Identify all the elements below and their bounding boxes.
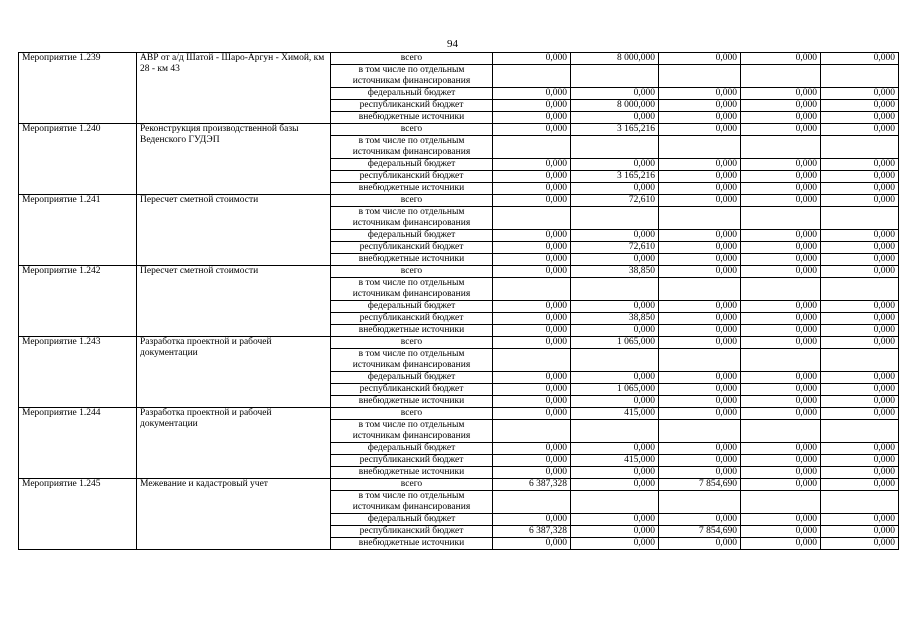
amount-cell [493,491,571,514]
measure-id: Мероприятие 1.241 [19,195,137,266]
funding-source: внебюджетные источники [331,396,493,408]
amount-cell: 0,000 [493,313,571,325]
amount-cell: 0,000 [659,171,741,183]
funding-source: внебюджетные источники [331,467,493,479]
measure-id: Мероприятие 1.240 [19,124,137,195]
amount-cell: 0,000 [741,266,821,278]
funding-source: федеральный бюджет [331,230,493,242]
amount-cell [493,136,571,159]
amount-cell: 1 065,000 [571,337,659,349]
amount-cell [493,207,571,230]
amount-cell: 0,000 [659,313,741,325]
amount-cell: 0,000 [659,455,741,467]
amount-cell [493,65,571,88]
funding-source: федеральный бюджет [331,159,493,171]
funding-source: федеральный бюджет [331,514,493,526]
amount-cell [741,349,821,372]
amount-cell: 0,000 [659,443,741,455]
amount-cell: 0,000 [659,100,741,112]
amount-cell: 0,000 [571,254,659,266]
amount-cell: 0,000 [659,242,741,254]
amount-cell: 0,000 [493,455,571,467]
amount-cell: 0,000 [741,171,821,183]
amount-cell [659,136,741,159]
amount-cell: 8 000,000 [571,100,659,112]
amount-cell: 0,000 [493,53,571,65]
funding-source: всего [331,479,493,491]
amount-cell: 0,000 [821,183,899,195]
amount-cell: 6 387,328 [493,479,571,491]
amount-cell: 0,000 [659,396,741,408]
amount-cell: 0,000 [659,301,741,313]
amount-cell [659,65,741,88]
amount-cell [821,207,899,230]
measure-row-total [19,195,899,207]
amount-cell: 0,000 [821,396,899,408]
amount-cell: 0,000 [821,313,899,325]
amount-cell: 38,850 [571,313,659,325]
funding-source: республиканский бюджет [331,242,493,254]
measure-row-total [19,124,899,136]
amount-cell: 0,000 [741,479,821,491]
measure-name: Реконструкция производственной базы Веденского ГУДЭП [137,124,331,195]
amount-cell [659,420,741,443]
amount-cell [821,491,899,514]
amount-cell: 1 065,000 [571,384,659,396]
amount-cell: 0,000 [571,159,659,171]
amount-cell: 0,000 [493,254,571,266]
amount-cell: 0,000 [821,325,899,337]
measure-row-total [19,337,899,349]
amount-cell: 0,000 [741,337,821,349]
funding-source: республиканский бюджет [331,526,493,538]
amount-cell [659,349,741,372]
amount-cell: 0,000 [741,538,821,550]
amount-cell: 8 000,000 [571,53,659,65]
amount-cell: 0,000 [821,479,899,491]
amount-cell: 0,000 [821,337,899,349]
amount-cell: 0,000 [571,467,659,479]
measure-row-total [19,408,899,420]
amount-cell [571,349,659,372]
amount-cell [659,491,741,514]
amount-cell [741,420,821,443]
amount-cell [659,207,741,230]
amount-cell: 0,000 [821,443,899,455]
amount-cell: 0,000 [741,467,821,479]
amount-cell: 0,000 [741,112,821,124]
amount-cell: 0,000 [493,124,571,136]
amount-cell: 0,000 [659,538,741,550]
amount-cell: 0,000 [493,159,571,171]
amount-cell [741,207,821,230]
amount-cell: 0,000 [659,112,741,124]
funding-source: в том числе по отдельным источникам финансирования [331,278,493,301]
amount-cell: 0,000 [821,408,899,420]
amount-cell: 0,000 [741,53,821,65]
funding-source: федеральный бюджет [331,88,493,100]
measure-id: Мероприятие 1.242 [19,266,137,337]
amount-cell: 0,000 [493,538,571,550]
amount-cell [571,136,659,159]
amount-cell: 0,000 [659,159,741,171]
amount-cell: 415,000 [571,455,659,467]
amount-cell [659,278,741,301]
amount-cell: 0,000 [821,242,899,254]
amount-cell: 0,000 [821,124,899,136]
funding-source: внебюджетные источники [331,254,493,266]
funding-source: республиканский бюджет [331,384,493,396]
funding-source: республиканский бюджет [331,455,493,467]
measure-row-total [19,479,899,491]
amount-cell [821,136,899,159]
amount-cell: 0,000 [659,325,741,337]
amount-cell: 0,000 [659,372,741,384]
amount-cell: 0,000 [571,230,659,242]
amount-cell [571,420,659,443]
amount-cell: 0,000 [821,195,899,207]
amount-cell: 0,000 [741,526,821,538]
amount-cell: 0,000 [659,183,741,195]
funding-source: в том числе по отдельным источникам финансирования [331,136,493,159]
amount-cell [571,65,659,88]
amount-cell: 0,000 [493,384,571,396]
amount-cell: 72,610 [571,242,659,254]
amount-cell: 0,000 [821,372,899,384]
amount-cell: 0,000 [741,183,821,195]
amount-cell: 0,000 [571,372,659,384]
amount-cell: 0,000 [571,526,659,538]
funding-source: в том числе по отдельным источникам финансирования [331,420,493,443]
amount-cell: 0,000 [659,467,741,479]
funding-source: всего [331,124,493,136]
amount-cell: 0,000 [821,514,899,526]
budget-table-body [19,53,899,550]
amount-cell: 0,000 [741,100,821,112]
amount-cell: 0,000 [659,514,741,526]
amount-cell: 0,000 [821,266,899,278]
amount-cell: 0,000 [493,408,571,420]
funding-source: в том числе по отдельным источникам финансирования [331,349,493,372]
amount-cell: 0,000 [571,396,659,408]
amount-cell [571,278,659,301]
amount-cell: 0,000 [659,384,741,396]
funding-source: республиканский бюджет [331,171,493,183]
funding-source: всего [331,53,493,65]
amount-cell [821,65,899,88]
measure-name: Пересчет сметной стоимости [137,195,331,266]
amount-cell: 0,000 [741,195,821,207]
amount-cell: 0,000 [493,372,571,384]
amount-cell [571,207,659,230]
amount-cell: 0,000 [493,100,571,112]
funding-source: федеральный бюджет [331,301,493,313]
amount-cell: 0,000 [493,171,571,183]
measure-id: Мероприятие 1.244 [19,408,137,479]
amount-cell: 0,000 [741,242,821,254]
amount-cell: 0,000 [571,538,659,550]
measure-id: Мероприятие 1.243 [19,337,137,408]
amount-cell: 72,610 [571,195,659,207]
amount-cell: 0,000 [821,455,899,467]
amount-cell: 0,000 [821,159,899,171]
amount-cell: 0,000 [659,124,741,136]
amount-cell: 0,000 [493,195,571,207]
amount-cell: 0,000 [659,266,741,278]
measure-name: Разработка проектной и рабочей документации [137,337,331,408]
amount-cell: 0,000 [571,88,659,100]
amount-cell: 0,000 [659,408,741,420]
amount-cell: 0,000 [821,254,899,266]
amount-cell: 0,000 [741,254,821,266]
amount-cell: 3 165,216 [571,171,659,183]
amount-cell: 0,000 [741,313,821,325]
amount-cell: 0,000 [571,301,659,313]
funding-source: всего [331,337,493,349]
measure-row-total [19,266,899,278]
measure-name: Разработка проектной и рабочей документации [137,408,331,479]
funding-source: в том числе по отдельным источникам финансирования [331,65,493,88]
amount-cell [493,278,571,301]
amount-cell: 0,000 [659,53,741,65]
amount-cell: 0,000 [493,230,571,242]
funding-source: внебюджетные источники [331,538,493,550]
amount-cell: 0,000 [659,230,741,242]
amount-cell: 0,000 [821,467,899,479]
amount-cell: 0,000 [741,455,821,467]
amount-cell [493,349,571,372]
amount-cell: 0,000 [741,230,821,242]
measure-id: Мероприятие 1.245 [19,479,137,550]
amount-cell [821,420,899,443]
amount-cell: 0,000 [571,479,659,491]
funding-source: федеральный бюджет [331,372,493,384]
amount-cell: 0,000 [821,384,899,396]
amount-cell: 0,000 [571,325,659,337]
amount-cell: 0,000 [493,467,571,479]
amount-cell: 0,000 [741,159,821,171]
amount-cell: 0,000 [493,301,571,313]
amount-cell: 7 854,690 [659,479,741,491]
amount-cell [741,278,821,301]
amount-cell: 0,000 [821,53,899,65]
funding-source: в том числе по отдельным источникам финансирования [331,207,493,230]
amount-cell [493,420,571,443]
amount-cell: 0,000 [821,88,899,100]
page-number: 94 [447,38,458,50]
amount-cell: 0,000 [741,325,821,337]
measure-row-total [19,53,899,65]
amount-cell: 0,000 [493,242,571,254]
amount-cell: 0,000 [493,183,571,195]
amount-cell: 415,000 [571,408,659,420]
amount-cell: 0,000 [659,195,741,207]
amount-cell: 0,000 [493,514,571,526]
amount-cell: 0,000 [741,443,821,455]
amount-cell [741,136,821,159]
funding-source: всего [331,195,493,207]
amount-cell: 0,000 [659,254,741,266]
funding-source: всего [331,266,493,278]
amount-cell: 0,000 [741,396,821,408]
amount-cell: 6 387,328 [493,526,571,538]
amount-cell: 0,000 [821,100,899,112]
amount-cell: 0,000 [821,171,899,183]
funding-source: в том числе по отдельным источникам финансирования [331,491,493,514]
funding-source: внебюджетные источники [331,112,493,124]
amount-cell: 0,000 [821,230,899,242]
amount-cell: 0,000 [821,526,899,538]
funding-source: внебюджетные источники [331,183,493,195]
measure-name: Пересчет сметной стоимости [137,266,331,337]
measure-id: Мероприятие 1.239 [19,53,137,124]
amount-cell: 7 854,690 [659,526,741,538]
budget-table [18,52,899,550]
funding-source: республиканский бюджет [331,100,493,112]
amount-cell: 0,000 [493,325,571,337]
funding-source: республиканский бюджет [331,313,493,325]
amount-cell: 0,000 [571,514,659,526]
amount-cell: 0,000 [741,384,821,396]
amount-cell: 0,000 [571,183,659,195]
amount-cell: 0,000 [741,88,821,100]
amount-cell: 0,000 [493,337,571,349]
amount-cell [741,491,821,514]
measure-name: Межевание и кадастровый учет [137,479,331,550]
amount-cell: 0,000 [741,301,821,313]
amount-cell [821,349,899,372]
amount-cell: 0,000 [821,301,899,313]
amount-cell: 0,000 [821,538,899,550]
amount-cell: 0,000 [493,112,571,124]
amount-cell: 0,000 [659,88,741,100]
amount-cell: 38,850 [571,266,659,278]
amount-cell [741,65,821,88]
amount-cell [821,278,899,301]
amount-cell: 0,000 [493,266,571,278]
amount-cell [571,491,659,514]
funding-source: внебюджетные источники [331,325,493,337]
amount-cell: 0,000 [741,372,821,384]
amount-cell: 0,000 [741,408,821,420]
amount-cell: 0,000 [493,88,571,100]
measure-name: АВР от а/д Шатой - Шаро-Аргун - Химой, км 28 - км 43 [137,53,331,124]
funding-source: всего [331,408,493,420]
amount-cell: 0,000 [741,514,821,526]
amount-cell: 0,000 [493,396,571,408]
amount-cell: 3 165,216 [571,124,659,136]
amount-cell: 0,000 [741,124,821,136]
funding-source: федеральный бюджет [331,443,493,455]
amount-cell: 0,000 [659,337,741,349]
amount-cell: 0,000 [821,112,899,124]
amount-cell: 0,000 [571,443,659,455]
amount-cell: 0,000 [571,112,659,124]
amount-cell: 0,000 [493,443,571,455]
